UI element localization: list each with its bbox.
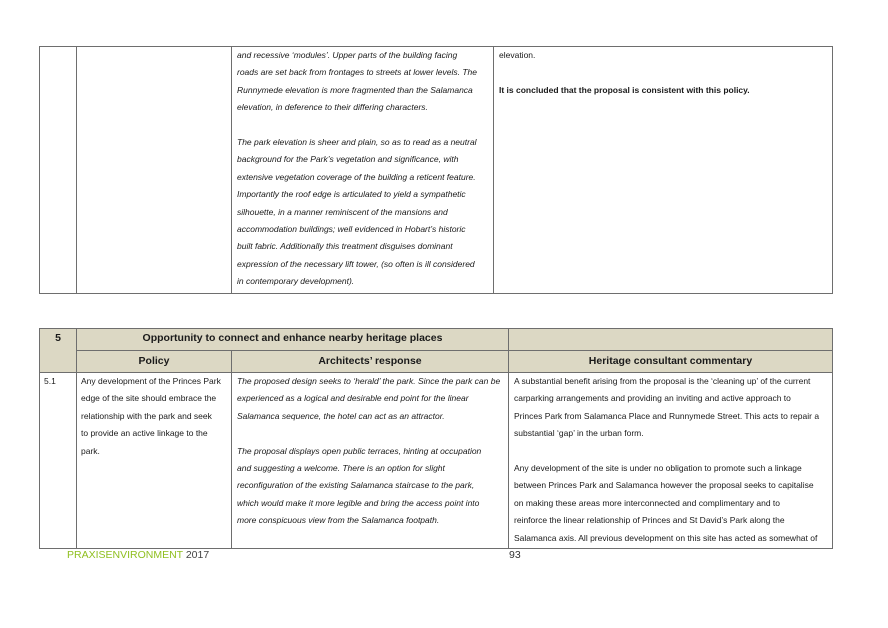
- heritage-commentary-cell: [509, 373, 833, 549]
- commentary-column-header: Heritage consultant commentary: [588, 355, 753, 367]
- section-number-cell: [40, 329, 77, 373]
- policy-header-cell: [77, 351, 232, 373]
- row-number: 5.1: [44, 376, 56, 386]
- section-number: 5: [55, 332, 61, 344]
- architects-response-cell: [232, 373, 509, 549]
- section-title-empty-cell: [509, 329, 833, 351]
- footer-brand: [67, 548, 209, 562]
- architects-response-text: and recessive ‘modules’. Upper parts of the building facing roads are set back from frontages to streets at lower levels. The Runnymede elevation is more fragmented than the Salamanca elevation, in deference to their differing characters. The park elevation is sheer and plain, so as to read as a neutral background for the Park’s vegetation and significance, with extensive vegetation coverage of the building a reticent feature. Importantly the roof edge is articulated to yield a sympathetic silhouette, in a manner reminiscent of the mansions and accommodation buildings; well evidenced in Hobart’s historic built fabric. Additionally this treatment disguises dominant expression of the necessary lift tower, (so often is ill considered in contemporary development).: [237, 50, 477, 287]
- table-row: [40, 47, 833, 294]
- policy-table-section-5: [39, 328, 833, 549]
- policy-column-header: Policy: [138, 355, 170, 367]
- heritage-commentary-text: A substantial benefit arising from the proposal is the ‘cleaning up’ of the current carparking arrangements and providing an inviting and active approach to Princes Park from Salamanca Place and Runnymede Street. This acts to repair a substantial ‘gap’ in the urban form. Any development of the site is under no obligation to promote such a linkage between Princes Park and Salamanca however the proposal seeks to capitalise on making these areas more interconnected and complimentary and to reinforce the linear relationship of Princes and St David’s Park along the Salamanca axis. All previous development on this site has acted as somewhat of: [514, 376, 820, 543]
- table-row: [40, 373, 833, 549]
- column-header-row: [40, 351, 833, 373]
- brand-name: PRAXISENVIRONMENT: [67, 549, 183, 561]
- heritage-commentary-cell: [494, 47, 833, 294]
- architects-response-cell: [232, 47, 494, 294]
- conclusion-text: It is concluded that the proposal is consistent with this policy.: [499, 84, 750, 95]
- footer-year: 2017: [185, 549, 210, 561]
- policy-text: Any development of the Princes Park edge of the site should embrace the relationship with the park and seek to provide an active linkage to the park.: [81, 376, 221, 456]
- policy-cell: [77, 373, 232, 549]
- row-number-cell: [40, 47, 77, 294]
- architects-column-header: Architects’ response: [318, 355, 422, 367]
- architects-header-cell: [232, 351, 509, 373]
- page-number: 93: [509, 549, 521, 561]
- policy-cell: [77, 47, 232, 294]
- architects-response-text: The proposed design seeks to ‘herald’ the park. Since the park can be experienced as a logical and desirable end point for the linear Salamanca sequence, the hotel can act as an attractor. The proposal displays open public terraces, hinting at occupation and suggesting a welcome. There is an option for slight reconfiguration of the existing Salamanca staircase to the park, which would make it more legible and bring the access point into more conspicuous view from the Salamanca footpath.: [237, 376, 501, 526]
- section-title-cell: [77, 329, 509, 351]
- heritage-commentary-text: elevation.: [499, 50, 536, 60]
- commentary-header-cell: [509, 351, 833, 373]
- row-number-cell: [40, 373, 77, 549]
- policy-table-continued: [39, 46, 833, 294]
- section-header-row: [40, 329, 833, 351]
- section-title: Opportunity to connect and enhance nearby heritage places: [142, 332, 443, 344]
